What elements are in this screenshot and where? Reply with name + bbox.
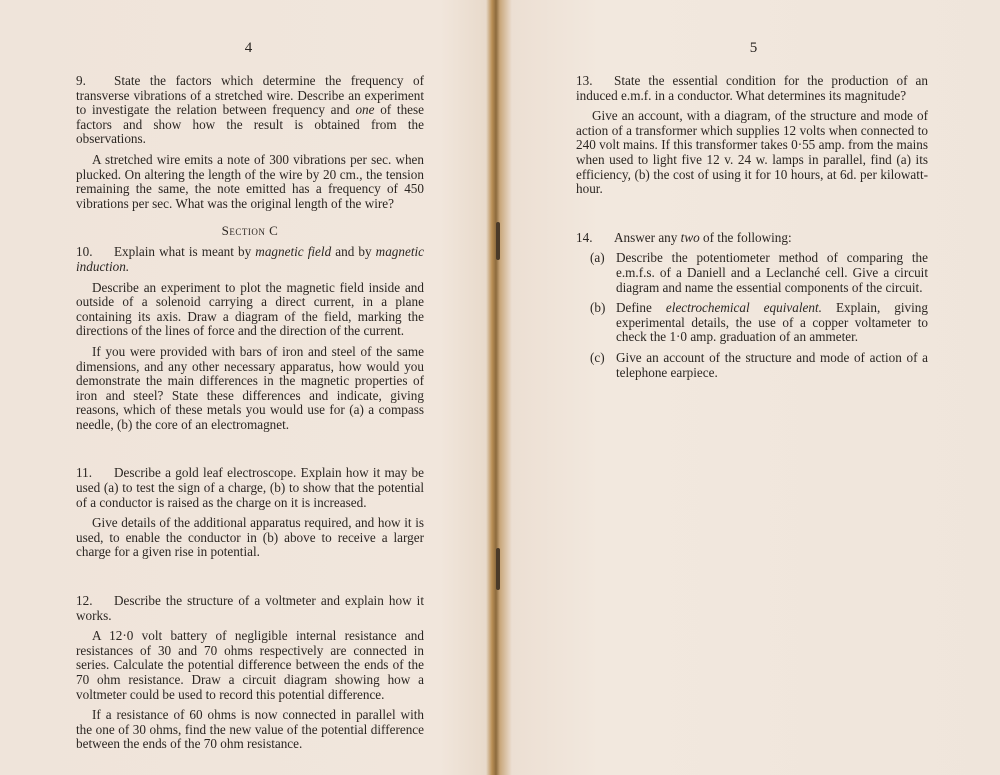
question-paragraph: If a resistance of 60 ohms is now connected in parallel with the one of 30 ohms, find the new value of the potential difference between the ends of the 70 ohm resistance. [76,707,424,752]
question-paragraph: If you were provided with bars of iron and steel of the same dimensions, and any other necessary apparatus, how would you demonstrate the main differences in the magnetic properties of iron and steel? State these differences and indicate, giving reasons, which of these metals you would use for (a) a compass needle, (b) the core of an electromagnet. [76,343,424,432]
question-text: Answer any [614,229,681,245]
question-text: Explain, giving experimental details, the use of a copper voltameter to check the 1·0 amp. graduation of an ammeter. [616,300,928,345]
spine-staple [496,548,500,590]
question-11 [76,466,424,560]
emphasis-text: two [680,229,700,245]
page-number: 5 [749,40,758,56]
question-text: of these factors and show how the result is obtained from the observations. [76,102,425,147]
question-text: Describe the structure of a voltmeter and explain how it works. [76,593,424,623]
question-paragraph [76,466,424,510]
question-text: State the factors which determine the frequency of transverse vibrations of a stretched wire. Describe an experiment to investigate the relation between frequency and [76,73,424,118]
question-text: of the following: [699,229,792,245]
spacer [76,566,490,594]
sub-question-label: (b) [590,300,606,316]
question-number: 14. [576,229,593,245]
question-12 [76,594,424,752]
emphasis-text: one [355,102,375,118]
spacer [576,203,1000,231]
question-number: 10. [76,244,93,260]
question-paragraph [76,245,424,274]
question-paragraph [76,594,424,623]
question-paragraph [76,74,424,147]
question-paragraph [576,74,928,103]
question-14 [576,231,928,380]
emphasis-text: magnetic field [255,244,332,260]
right-page [502,0,1000,775]
question-paragraph [576,231,928,246]
question-10 [76,245,424,432]
question-13 [576,74,928,197]
emphasis-text: electrochemical equivalent. [665,300,822,316]
question-paragraph: A 12·0 volt battery of negligible internal resistance and resistances of 30 and 70 ohms respectively are connected in series. Calculate the potential difference between the ends of the 70 ohm resistance. Draw a circuit diagram showing how a voltmeter could be used to record this potential difference. [76,628,424,702]
question-9 [76,74,424,211]
question-paragraph: Give details of the additional apparatus required, and how it is used, to enable the conductor in (b) above to receive a larger charge for a given rise in potential. [76,515,424,560]
sub-question-text: Give an account of the structure and mode of action of a telephone earpiece. [616,349,928,380]
question-text: and by [331,244,376,260]
sub-question-a [576,251,928,295]
question-text: State the essential condition for the production of an induced e.m.f. in a conductor. What determines its magnitude? [576,73,928,103]
question-text: Describe a gold leaf electroscope. Explain how it may be used (a) to test the sign of a charge, (b) to show that the potential of a conductor is raised as the charge on it is increased. [76,465,424,510]
sub-question-text: Describe the potentiometer method of comparing the e.m.f.s. of a Daniell and a Leclanché cell. Give a circuit diagram and name the essential components of the circuit. [616,250,928,295]
question-text: Define [616,300,666,316]
question-number: 13. [576,73,593,88]
sub-question-label: (c) [590,349,605,365]
question-number: 12. [76,593,93,609]
question-paragraph: Describe an experiment to plot the magnetic field inside and outside of a solenoid carrying a direct current, in a plane containing its axis. Draw a diagram of the field, marking the directions of the lines of force and the direction of the current. [76,279,424,339]
sub-question-text [616,301,928,345]
page-number: 4 [244,40,253,56]
section-heading: Section C [221,223,279,239]
spacer [76,438,490,466]
sub-question-c [576,351,928,380]
spine-staple [496,222,500,260]
left-page [0,0,490,775]
sub-question-label: (a) [590,250,605,266]
question-paragraph: Give an account, with a diagram, of the structure and mode of action of a transformer which supplies 12 volts when connected to 240 volt mains. If this transformer takes 0·55 amp. from the mains when used to light five 12 v. 24 w. lamps in parallel, find (a) its efficiency, (b) the cost of using it for 10 hours, at 6d. per kilowatt-hour. [576,108,928,197]
question-paragraph: A stretched wire emits a note of 300 vibrations per sec. when plucked. On altering the length of the wire by 20 cm., the tension remaining the same, the note emitted has a frequency of 450 vibrations per sec. What was the original length of the wire? [76,151,424,211]
emphasis-text: magnetic induction. [76,244,425,274]
question-number: 9. [76,73,86,88]
sub-question-b [576,301,928,345]
question-number: 11. [76,465,92,481]
question-text: Explain what is meant by [114,244,256,260]
